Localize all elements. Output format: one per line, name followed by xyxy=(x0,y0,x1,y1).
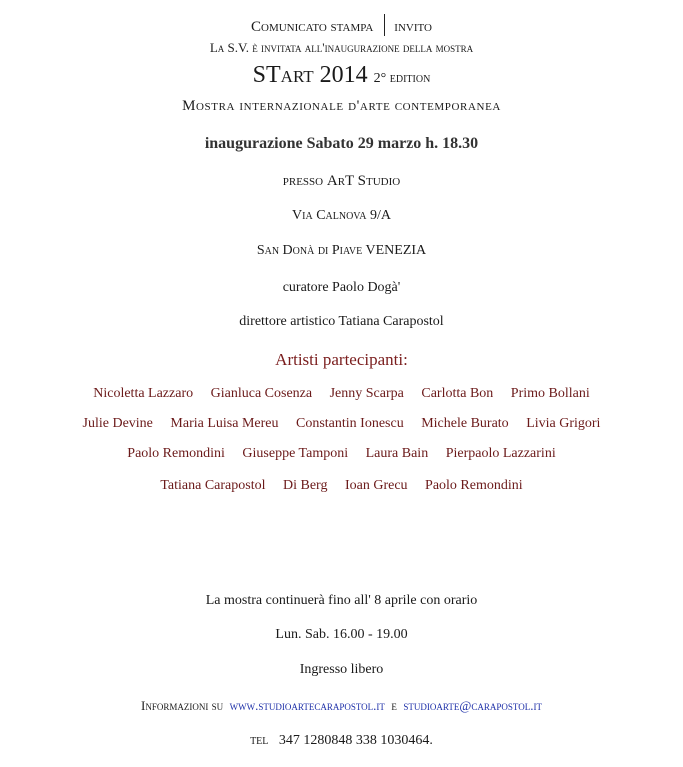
artist-name: Pierpaolo Lazzarini xyxy=(445,446,556,461)
city-name: VENEZIA xyxy=(365,243,427,258)
opening-date: inaugurazione Sabato 29 marzo h. 18.30 xyxy=(204,135,479,152)
entry-note: Ingresso libero xyxy=(299,662,384,677)
city-line xyxy=(0,243,683,259)
artist-row-1 xyxy=(0,386,683,402)
artist-name: Paolo Remondini xyxy=(127,446,225,461)
artist-name: Constantin Ionescu xyxy=(295,416,404,431)
artist-name: Gianluca Cosenza xyxy=(210,386,313,401)
website-link[interactable]: www.studioartecarapostol.it xyxy=(229,698,385,713)
header-row xyxy=(0,14,683,36)
venue-line xyxy=(0,173,683,190)
venue-prefix: presso xyxy=(282,173,324,189)
artist-name: Paolo Remondini xyxy=(425,478,523,493)
curator-line: curatore Paolo Dogà' xyxy=(282,280,401,295)
title-main: STart 2014 xyxy=(252,62,368,88)
artist-name: Livia Grigori xyxy=(526,416,601,431)
artist-name: Maria Luisa Mereu xyxy=(170,416,279,431)
artist-name: Tatiana Carapostol xyxy=(160,478,266,493)
invite-label: invito xyxy=(394,19,432,35)
exhibition-title xyxy=(0,62,683,89)
street-address: Via Calnova 9/A xyxy=(292,208,391,223)
continuation-note: La mostra continuerà fino all' 8 aprile con orario xyxy=(205,593,478,608)
artist-row-4 xyxy=(0,478,683,494)
artist-name: Laura Bain xyxy=(365,446,429,461)
phone-line xyxy=(0,733,683,749)
artist-name: Giuseppe Tamponi xyxy=(242,446,349,461)
artist-name: Nicoletta Lazzaro xyxy=(93,386,194,401)
artist-row-2 xyxy=(0,416,683,432)
director-line: direttore artistico Tatiana Carapostol xyxy=(239,314,444,329)
artists-heading: Artisti partecipanti: xyxy=(275,350,408,369)
header-divider xyxy=(384,14,385,36)
opening-hours: Lun. Sab. 16.00 - 19.00 xyxy=(275,627,408,642)
exhibition-subtitle: Mostra internazionale d'arte contemporanea xyxy=(182,98,501,114)
press-release-label: Comunicato stampa xyxy=(251,19,374,35)
artist-name: Michele Burato xyxy=(421,416,509,431)
invite-line: La S.V. è invitata all'inaugurazione della mostra xyxy=(209,40,474,55)
info-label: Informazioni su xyxy=(141,698,224,713)
artist-name: Di Berg xyxy=(282,478,328,493)
email-link[interactable]: studioarte@carapostol.it xyxy=(403,698,542,713)
artist-row-3 xyxy=(0,446,683,462)
venue-name: ArT Studio xyxy=(326,173,401,189)
artist-name: Ioan Grecu xyxy=(344,478,408,493)
artist-name: Julie Devine xyxy=(82,416,153,431)
title-edition: 2° edition xyxy=(373,71,431,86)
phone-numbers: 347 1280848 338 1030464. xyxy=(278,733,433,748)
info-conjunction: e xyxy=(391,698,397,713)
info-line xyxy=(0,698,683,714)
artist-name: Carlotta Bon xyxy=(421,386,494,401)
artist-name: Primo Bollani xyxy=(510,386,590,401)
city-prefix: San Donà di Piave xyxy=(256,243,363,258)
phone-label: tel xyxy=(250,733,269,748)
artist-name: Jenny Scarpa xyxy=(329,386,404,401)
